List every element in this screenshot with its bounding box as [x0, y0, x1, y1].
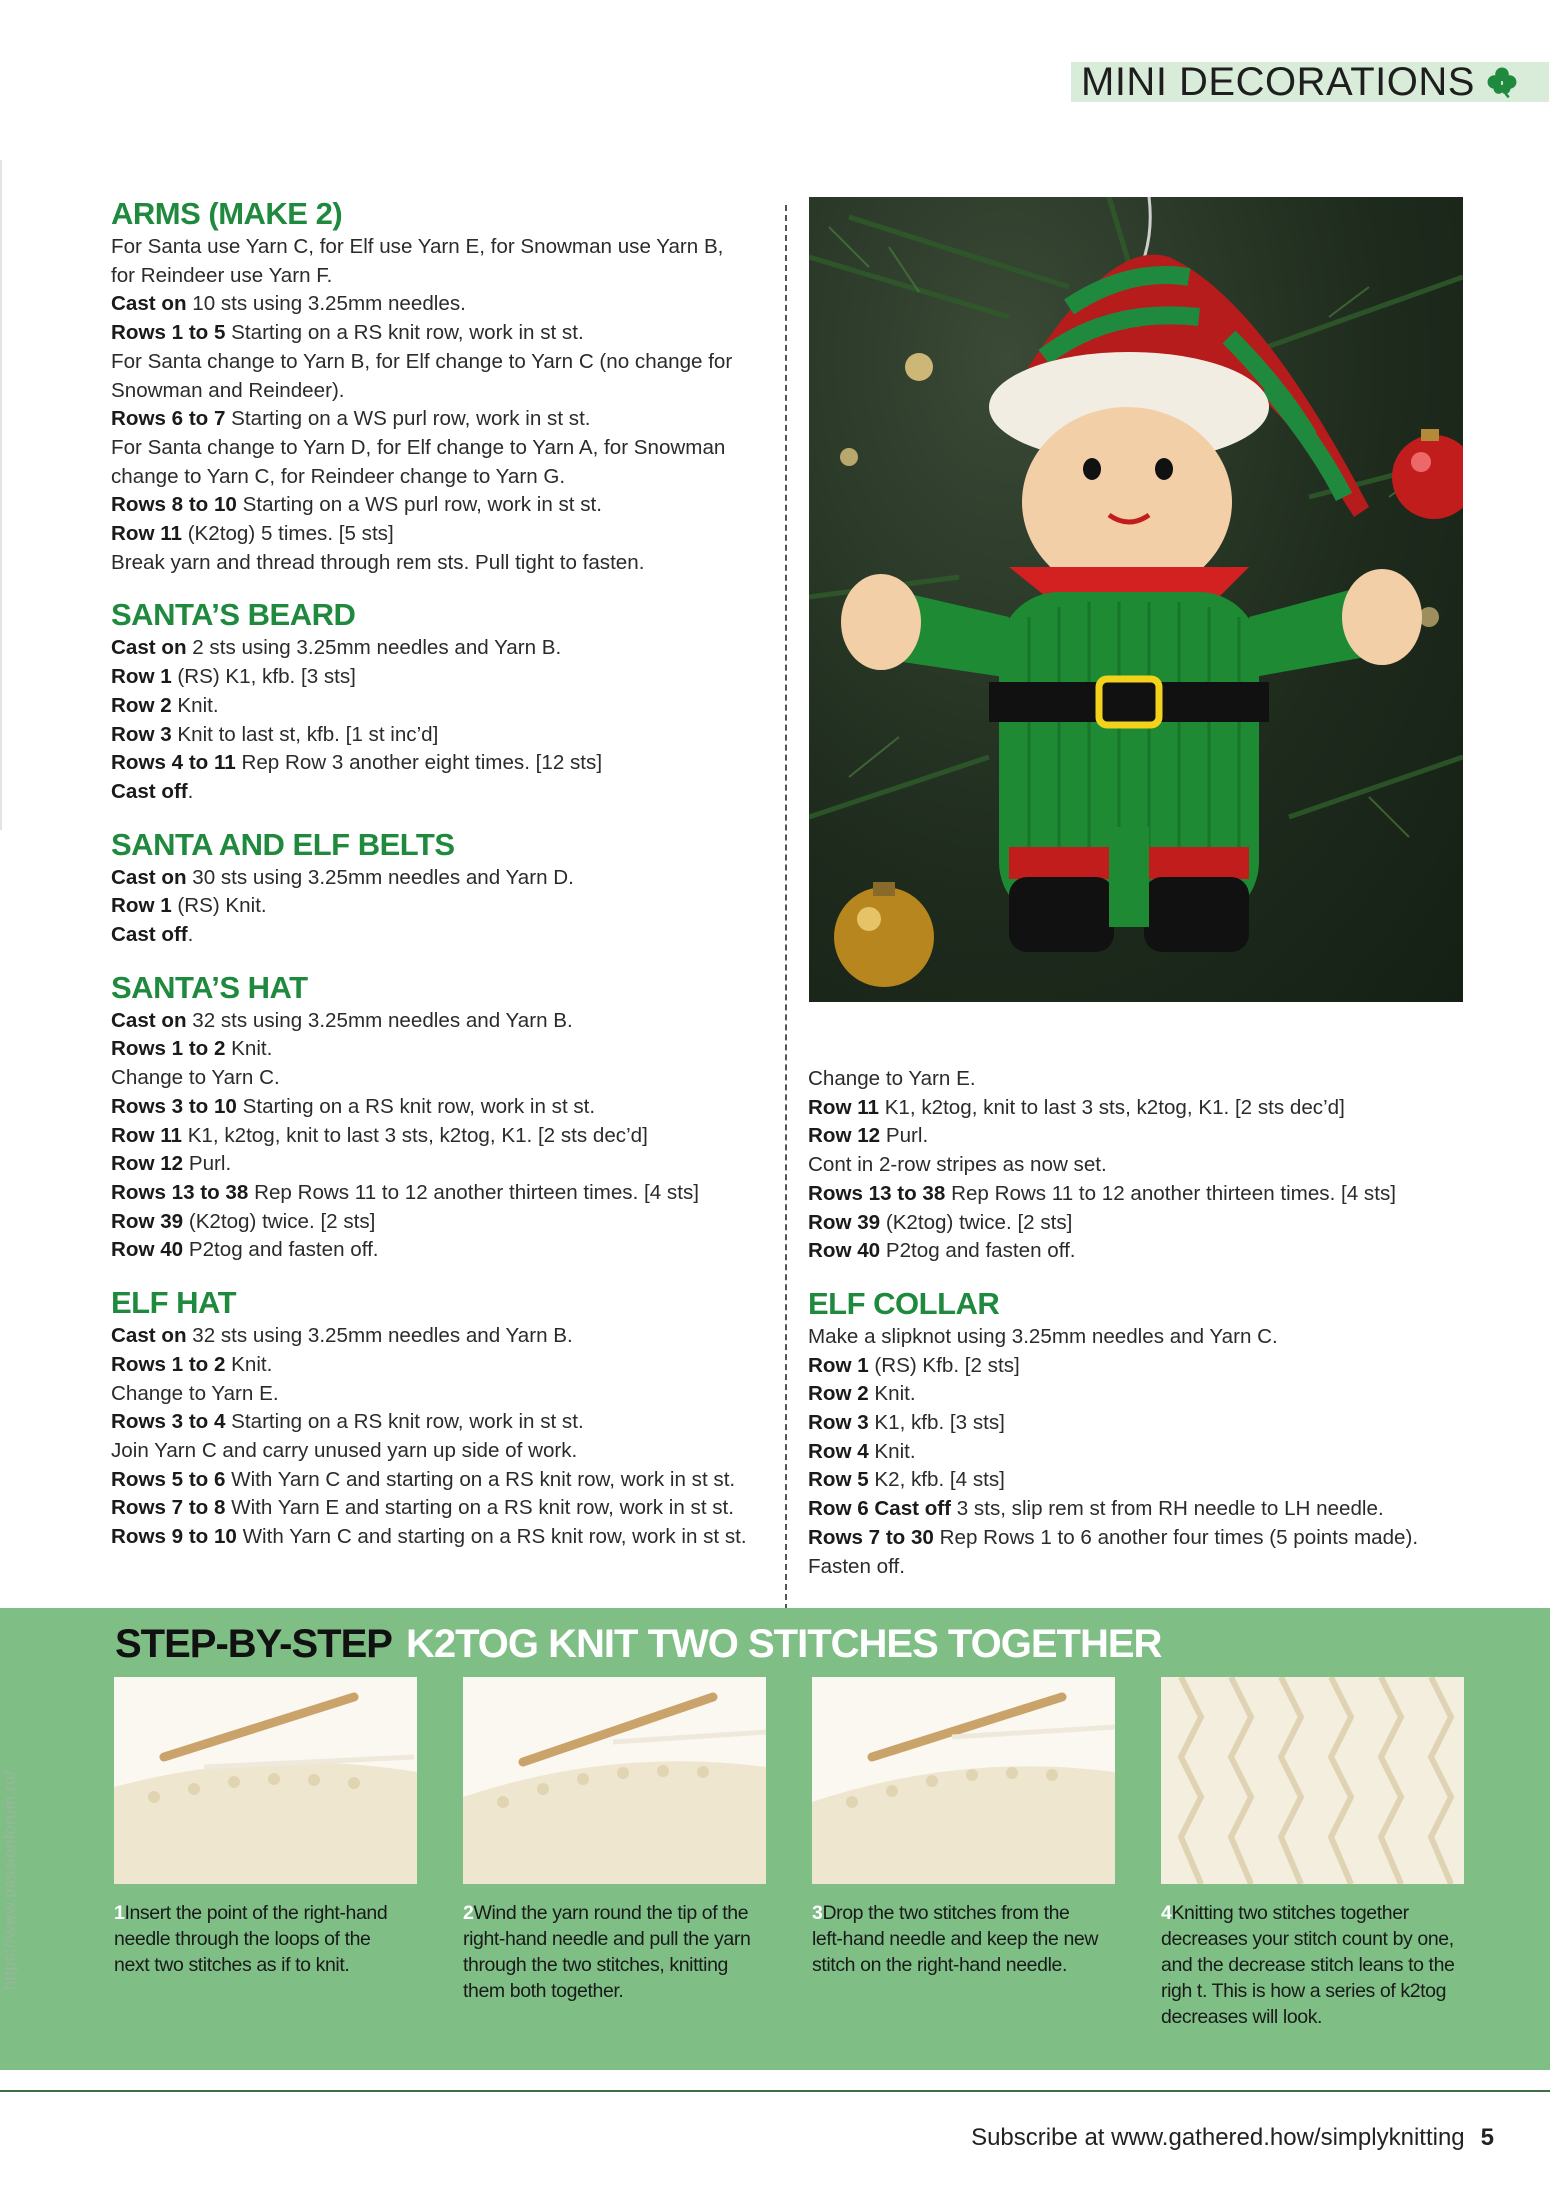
pattern-line: Row 39 (K2tog) twice. [2 sts]: [111, 1209, 376, 1233]
pattern-line: Rows 1 to 2 Knit.: [111, 1352, 273, 1376]
step-by-step-title: [115, 1622, 1161, 1667]
step-1-photo: [114, 1677, 417, 1884]
step-4-caption: 4Knitting two stitches together decreases your stitch count by one, and the decrease stitch leans to the righ t. This is how a series of k2tog decreases will look.: [1161, 1902, 1455, 2028]
pattern-line: Rows 9 to 10 With Yarn C and starting on a RS knit row, work in st st.: [111, 1525, 747, 1549]
pattern-line: Row 11 K1, k2tog, knit to last 3 sts, k2tog, K1. [2 sts dec’d]: [111, 1123, 648, 1147]
pattern-line: Row 1 (RS) K1, kfb. [3 sts]: [111, 665, 356, 689]
footer-rule: [0, 2090, 1550, 2092]
margin-rule: [0, 160, 2, 830]
pattern-line: Rows 3 to 10 Starting on a RS knit row, work in st st.: [111, 1094, 596, 1118]
elf-hat-continued: [808, 1065, 1488, 1266]
section-heading: SANTA AND ELF BELTS: [111, 826, 455, 862]
pattern-line: Row 3 K1, kfb. [3 sts]: [808, 1411, 1005, 1435]
pattern-line: Cast on 30 sts using 3.25mm needles and Yarn D.: [111, 865, 574, 889]
step-3-photo: [812, 1677, 1115, 1884]
page-footer: [971, 2124, 1494, 2152]
pattern-line: For Santa change to Yarn B, for Elf change to Yarn C (no change for: [111, 349, 733, 373]
pattern-line: Join Yarn C and carry unused yarn up side of work.: [111, 1438, 578, 1462]
pattern-line: For Santa use Yarn C, for Elf use Yarn E, for Snowman use Yarn B,: [111, 235, 724, 258]
pattern-line: Row 3 Knit to last st, kfb. [1 st inc’d]: [111, 722, 439, 746]
pattern-line: Rows 13 to 38 Rep Rows 11 to 12 another thirteen times. [4 sts]: [111, 1180, 699, 1204]
pattern-line: Rows 5 to 6 With Yarn C and starting on a RS knit row, work in st st.: [111, 1467, 736, 1491]
pattern-line: Cast on 10 sts using 3.25mm needles.: [111, 292, 466, 316]
pattern-line: Row 11 K1, k2tog, knit to last 3 sts, k2tog, K1. [2 sts dec’d]: [808, 1095, 1345, 1119]
pattern-line: Row 39 (K2tog) twice. [2 sts]: [808, 1210, 1073, 1234]
pattern-line: Row 11 (K2tog) 5 times. [5 sts]: [111, 522, 394, 546]
pattern-line: Change to Yarn C.: [111, 1066, 280, 1090]
column-divider: [785, 205, 787, 1610]
pattern-line: Rows 6 to 7 Starting on a WS purl row, work in st st.: [111, 407, 591, 431]
step-2-photo: [463, 1677, 766, 1884]
section-heading: SANTA’S HAT: [111, 969, 308, 1005]
section-header: [1071, 59, 1549, 104]
santas-beard-section: [111, 597, 761, 806]
pattern-line: Cast off.: [111, 923, 194, 947]
pattern-line: Cast on 2 sts using 3.25mm needles and Yarn B.: [111, 636, 562, 660]
pattern-line: Row 2 Knit.: [111, 693, 219, 717]
pattern-line: Row 6 Cast off 3 sts, slip rem st from RH needle to LH needle.: [808, 1497, 1384, 1521]
pattern-line: for Reindeer use Yarn F.: [111, 263, 333, 287]
pattern-line: For Santa change to Yarn D, for Elf change to Yarn A, for Snowman: [111, 435, 726, 459]
pattern-line: Row 12 Purl.: [111, 1152, 232, 1176]
section-heading: ARMS (MAKE 2): [111, 196, 343, 231]
pattern-line: Row 40 P2tog and fasten off.: [808, 1239, 1076, 1263]
pattern-line: Break yarn and thread through rem sts. Pull tight to fasten.: [111, 550, 645, 574]
pattern-line: Change to Yarn E.: [111, 1381, 279, 1405]
step-2-caption: 2Wind the yarn round the tip of the right-hand needle and pull the yarn through the two stitches, knitting them both together.: [463, 1902, 751, 2002]
pattern-line: change to Yarn C, for Reindeer change to Yarn G.: [111, 464, 566, 488]
elf-collar-section: [808, 1286, 1488, 1581]
pattern-line: Make a slipknot using 3.25mm needles and Yarn C.: [808, 1324, 1278, 1348]
page-number: 5: [1480, 2124, 1494, 2151]
pattern-line: Snowman and Reindeer).: [111, 378, 345, 402]
section-title: MINI DECORATIONS: [1081, 59, 1475, 104]
step-1-caption: 1Insert the point of the right-hand needle through the loops of the next two stitches as if to knit.: [114, 1902, 388, 1976]
clover-icon: [1485, 65, 1519, 99]
pattern-line: Rows 7 to 30 Rep Rows 1 to 6 another four times (5 points made).: [808, 1525, 1419, 1549]
pattern-line: Row 5 K2, kfb. [4 sts]: [808, 1468, 1005, 1492]
pattern-line: Cast on 32 sts using 3.25mm needles and Yarn B.: [111, 1324, 573, 1348]
pattern-line: Rows 1 to 2 Knit.: [111, 1037, 273, 1061]
subscribe-text: Subscribe at www.gathered.how/simplyknitting: [971, 2124, 1465, 2151]
arms-section: [111, 196, 761, 577]
pattern-line: Cast off.: [111, 779, 194, 803]
pattern-line: Row 2 Knit.: [808, 1382, 916, 1406]
pattern-line: Row 40 P2tog and fasten off.: [111, 1238, 379, 1262]
pattern-line: Row 12 Purl.: [808, 1124, 929, 1148]
section-heading: SANTA’S BEARD: [111, 597, 356, 633]
step-4-photo: [1161, 1677, 1464, 1884]
pattern-line: Cast on 32 sts using 3.25mm needles and Yarn B.: [111, 1008, 573, 1032]
belts-section: [111, 827, 761, 950]
pattern-line: Rows 7 to 8 With Yarn E and starting on a RS knit row, work in st st.: [111, 1496, 735, 1520]
santas-hat-section: [111, 970, 761, 1265]
pattern-line: Rows 4 to 11 Rep Row 3 another eight times. [12 sts]: [111, 751, 603, 775]
elf-hat-section: [111, 1285, 761, 1552]
pattern-line: Rows 3 to 4 Starting on a RS knit row, work in st st.: [111, 1410, 584, 1434]
pattern-line: Rows 8 to 10 Starting on a WS purl row, work in st st.: [111, 493, 602, 517]
section-heading: ELF HAT: [111, 1285, 237, 1321]
pattern-line: Fasten off.: [808, 1554, 905, 1578]
pattern-line: Cont in 2-row stripes as now set.: [808, 1153, 1107, 1177]
left-column: [111, 196, 761, 1572]
right-column: [808, 1065, 1488, 1601]
step-3-caption: 3Drop the two stitches from the left-hand needle and keep the new stitch on the right-hand needle.: [812, 1902, 1099, 1976]
pattern-line: Row 1 (RS) Knit.: [111, 894, 267, 918]
pattern-line: Change to Yarn E.: [808, 1067, 976, 1090]
elf-ornament-photo: [809, 197, 1463, 1002]
pattern-line: Row 4 Knit.: [808, 1439, 916, 1463]
technique-title: K2TOG KNIT TWO STITCHES TOGETHER: [405, 1622, 1162, 1666]
elf-illustration: [809, 197, 1463, 1002]
section-heading: ELF COLLAR: [808, 1285, 1000, 1321]
pattern-line: Rows 1 to 5 Starting on a RS knit row, work in st st.: [111, 321, 584, 345]
pattern-line: Rows 13 to 38 Rep Rows 11 to 12 another thirteen times. [4 sts]: [808, 1181, 1396, 1205]
step-by-step-label: STEP-BY-STEP: [115, 1622, 392, 1666]
source-watermark: https://www.passionforum.ru/: [2, 1770, 19, 1990]
pattern-line: Row 1 (RS) Kfb. [2 sts]: [808, 1353, 1020, 1377]
